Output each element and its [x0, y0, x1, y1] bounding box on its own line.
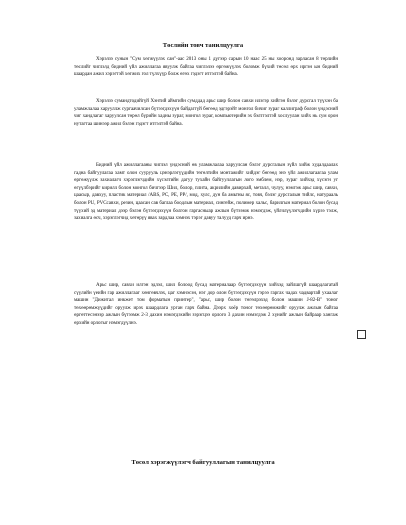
- paragraph-1: Хэрэлзэ сунын "Сум хөгжүүлэх сан"-аас 2013 оны 1 дүгээр сарын 10 наас 25 ны хооронд зарласан 8 төрлийн төслийг чиглэлд бидний үйл ажиллагаа явуулж байгаа чиглэлээ өргөжүүлэх боломж бүхий төсөл өрх иргэн ын бидний шаардан ажил хэрэгтэй хөгжих гол түлхүүр болж өгөх гэдэгт итгэлтэй байна.: [74, 57, 338, 78]
- paragraph-3: Бидний үйл ажиллагааны чиглэл үндэсний өв уламжлалаа харуулсан бэлэг дурсгалын зүйл хийж худалдаалах гадна байгуулагаа хамт олон суурууль цэнэрлэгүүдийн төгөлтийн монтажийг хийдэг бөгөөд энэ үйл ажиллагаагаа улам өргөжүүлж захиалагч хэрэглэгчдийн хүсэлтийн дагуу тухайн байгууллагын лого эмблем, нэр, зураг хийхэд хүсэгн уг өгүүлбэрийг кирилл болон монгол бичгээр Шил, болор, плита, акрилийн давирхай, металл, чулуу, нэмгэж арьс шир, савхи, цаасыр, давхуу, пластик материал /ABS, PC, PE, PP/, мод, хулс, дун ба амьтны яс, товч, бэлэг дурсгалын тийлс, натурааль болон PU, PVCсавхи, резин, цаасан сав баглаа боодлын материал, сингейж, полимер хальс, барилгын материал болон бусад түүхий эд материал дээр бэлэн бүтээгдэхүүн болгон гаргасныар ажлын бүтээмж нэмэгдэж, үйлчлүүлэгчдийн хүрээ тэлж, захиалга өсч, хэрэглэгчид хөтөрүү явах зардлаа хэмнэх тэрэг давуу талууд гарч ирнэ.: [74, 163, 338, 222]
- section-heading: Төсөл хэрэгжүүлэгч байгууллагын танилцуулга: [131, 459, 275, 466]
- empty-square-box: [357, 330, 366, 339]
- paragraph-4: Арьс шир, савхи илгэн эдлэл, шил болоод бусад материалаар бүтээгдэхүүн хийхэд зайлшгүй шаардлагатай сүүлийн үеийн гар ажиллагааг хөнгөвчлэх, цаг хэмнэсэн, нэг дор олон бүтээгдэхүүн гэрээ гаргах чадах чадвартай ухаалаг машин "Дижитал инкжет том форматын принтер", "арьс, шир болон төгөлрэхэд болон машин J-82-В" тоног төхөөрөмжүүдийг оруулж ирэх шаардлага урган гарч байна. Дээрх хоёр тоног төхөөрөмжийг оруулж ажлын байгаа өргөттесэнээр ажлын бүтээмж 2-3 дахин нэмэгдэхийн зэрэгцээ орлого 3 дахин нэмэгдэж 2 хүнийг ажлын байраар хангаж өрхийн орлогыг нэмэгдүүлнэ.: [74, 283, 338, 326]
- document-title: Төслийн товч танилцуулга: [162, 42, 244, 49]
- paragraph-2: Хэрэлзэ сумандтодийгүй Хэнтий аймгийн сумддад арьс шир болон савхи илэгэр хийгэн бэлэг дурсгал түүхэн ба уламжлалаа харууллж сургаачилсан бүтээгдэхүүн байдаггүй бөгөөд эдгэрэйт монгол бичиг зураг каллиграф болон үндэсний чиг хандлагаг харуулсан төрөл бүрийн хадны зураг, монгол зураг, компьютерийн эх бэлтгэлтэй хослуулан хийх нь сум орон нутагтаа шинээр ажил бэлэн гэдэгт итгэлтэй байна.: [74, 99, 338, 127]
